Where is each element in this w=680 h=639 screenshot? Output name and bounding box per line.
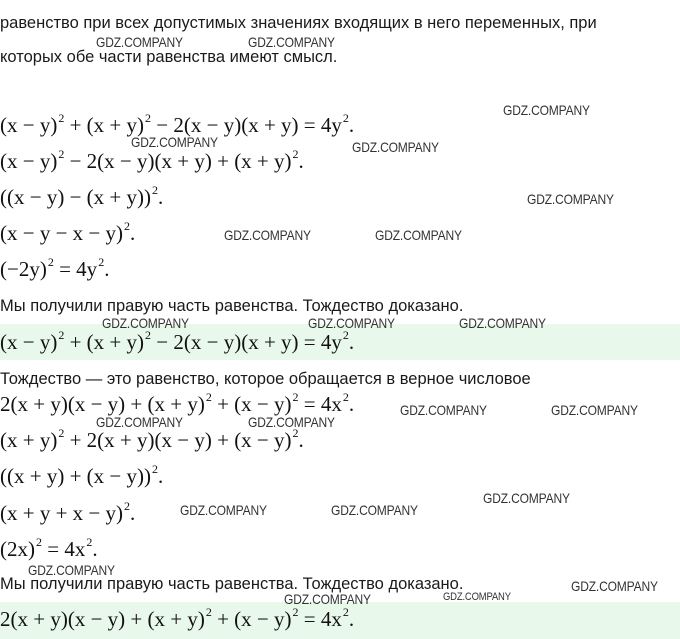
math-segment: 2(x + y)(x − y) + (x + y) [0,607,205,631]
exponent: 2 [98,255,105,269]
exponent: 2 [145,111,152,125]
exponent: 2 [124,499,131,513]
exponent: 2 [58,147,65,161]
math-segment: . [104,257,110,281]
proof2-step-2 [0,427,304,456]
watermark: GDZ.COMPANY [331,502,418,518]
watermark: GDZ.COMPANY [503,102,590,118]
intro-line-1: равенство при всех допустимых значениях входящих в него переменных, при [0,14,597,32]
watermark: GDZ.COMPANY [28,562,115,578]
watermark: GDZ.COMPANY [400,402,487,418]
math-segment: = 4x [42,537,86,561]
math-segment: . [158,185,164,209]
exponent: 2 [292,426,299,440]
exponent: 2 [86,535,93,549]
watermark: GDZ.COMPANY [96,414,183,430]
exponent: 2 [205,605,212,619]
exponent: 2 [58,426,65,440]
math-segment: + (x + y) [64,330,145,354]
proof1-step-4 [0,220,135,249]
intro-line-2: которых обе части равенства имеют смысл. [0,48,338,66]
math-segment: (x − y − x − y) [0,221,124,245]
math-segment: − 2(x − y)(x + y) = 4y [151,113,342,137]
exponent: 2 [342,111,349,125]
exponent: 2 [58,111,65,125]
exponent: 2 [342,390,349,404]
proof1-step-2 [0,148,304,177]
proof1-step-3 [0,184,163,213]
math-segment: . [130,501,136,525]
math-segment: (x − y) [0,330,58,354]
exponent: 2 [152,462,158,476]
exponent: 2 [124,219,131,233]
proof1-answer [0,329,354,358]
math-segment: (x − y) [0,113,58,137]
watermark: GDZ.COMPANY [224,227,311,243]
watermark: GDZ.COMPANY [527,191,614,207]
identity-definition: Тождество — это равенство, которое обращается в верное числовое [0,370,531,388]
math-segment: + (x − y) [211,392,292,416]
math-segment: (x − y) [0,149,58,173]
watermark: GDZ.COMPANY [96,34,183,50]
math-segment: = 4y [53,257,98,281]
watermark: GDZ.COMPANY [102,315,189,331]
watermark: GDZ.COMPANY [443,591,511,603]
math-segment: . [298,149,304,173]
math-segment: (x + y + x − y) [0,501,124,525]
math-segment: . [158,464,164,488]
math-segment: (−2y) [0,257,47,281]
math-segment: . [130,221,136,245]
watermark: GDZ.COMPANY [131,134,218,150]
proof2-step-4 [0,500,135,529]
math-segment: + (x − y) [211,607,292,631]
proof1-conclusion: Мы получили правую часть равенства. Тождество доказано. [0,297,464,315]
math-segment: . [348,330,355,354]
exponent: 2 [36,535,42,549]
exponent: 2 [205,390,212,404]
watermark: GDZ.COMPANY [483,490,570,506]
math-segment: . [348,113,355,137]
math-segment: = 4x [298,607,342,631]
exponent: 2 [152,183,158,197]
math-segment: = 4x [298,392,342,416]
math-segment: . [348,607,355,631]
math-segment: ((x − y) − (x + y)) [0,185,151,209]
exponent: 2 [145,328,152,342]
watermark: GDZ.COMPANY [248,414,335,430]
proof2-step-3 [0,463,163,492]
math-segment: . [348,392,355,416]
proof2-conclusion: Мы получили правую часть равенства. Тождество доказано. [0,575,464,593]
exponent: 2 [342,328,349,342]
watermark: GDZ.COMPANY [459,315,546,331]
math-segment: . [92,537,98,561]
math-segment: 2(x + y)(x − y) + (x + y) [0,392,205,416]
exponent: 2 [292,605,299,619]
math-segment: − 2(x − y)(x + y) + (x + y) [64,149,292,173]
watermark: GDZ.COMPANY [284,591,371,607]
watermark: GDZ.COMPANY [248,34,335,50]
math-segment: + 2(x + y)(x − y) + (x − y) [64,428,292,452]
proof1-step-5 [0,256,109,285]
watermark: GDZ.COMPANY [352,139,439,155]
exponent: 2 [47,255,54,269]
watermark: GDZ.COMPANY [571,578,658,594]
math-segment: (2x) [0,537,35,561]
math-segment: − 2(x − y)(x + y) = 4y [151,330,342,354]
exponent: 2 [292,147,299,161]
proof2-answer [0,606,354,635]
math-segment: . [298,428,304,452]
watermark: GDZ.COMPANY [551,402,638,418]
watermark: GDZ.COMPANY [180,502,267,518]
proof2-step-5 [0,536,98,565]
exponent: 2 [58,328,65,342]
exponent: 2 [342,605,349,619]
watermark: GDZ.COMPANY [308,315,395,331]
math-segment: + (x + y) [64,113,145,137]
math-segment: (x + y) [0,428,58,452]
math-segment: ((x + y) + (x − y)) [0,464,151,488]
exponent: 2 [292,390,299,404]
watermark: GDZ.COMPANY [375,227,462,243]
